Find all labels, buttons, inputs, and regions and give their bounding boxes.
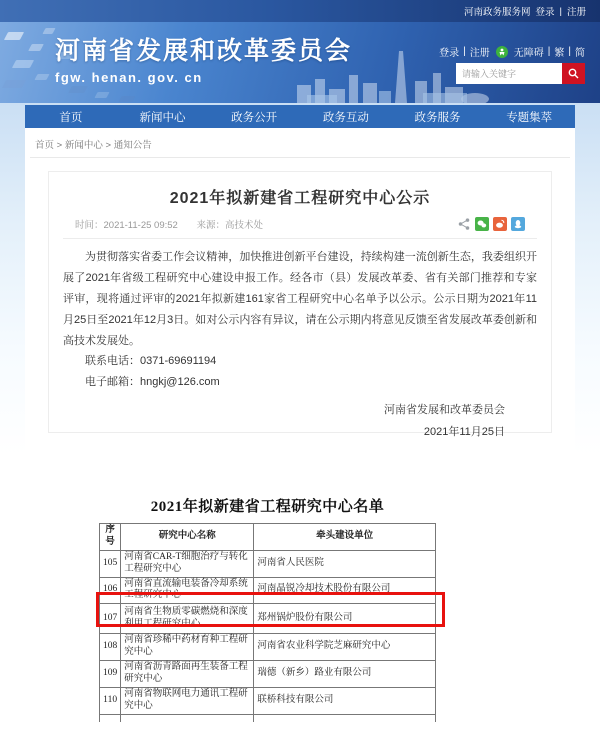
- cell-seq: 105: [100, 550, 121, 577]
- cell-unit: 河南晶锐冷却技术股份有限公司: [254, 577, 436, 604]
- breadcrumb-separator: >: [105, 140, 112, 151]
- qq-share-icon[interactable]: [511, 217, 525, 231]
- table-row-cutoff: [100, 714, 436, 722]
- cell-center: 河南省珍稀中药材育种工程研究中心: [121, 634, 254, 661]
- share-bar: [457, 217, 525, 231]
- mosaic-decoration: [12, 60, 34, 68]
- red-highlight-box: [96, 592, 445, 627]
- nav-item-gov-disclosure[interactable]: 政务公开: [231, 111, 278, 124]
- article-paragraph: 为贯彻落实省委工作会议精神，加快推进创新平台建设，持续构建一流创新生态，我委组织开展了2021年省级工程研究中心建设申报工作。经各市（县）发展改革委、省有关部门推荐和专家评审，现将通过评审的2021年拟新建161家省工程研究中心名单予以公示。公示日期为2021年11月25日至2021年12月3日。如对公示内容有异议，请在公示期内将意见反馈至省发展改革委创新和高技术发展处。: [63, 251, 537, 347]
- breadcrumb-separator: >: [56, 140, 63, 151]
- signature-date: 2021年11月25日: [423, 426, 505, 439]
- accessibility-icon[interactable]: [496, 46, 508, 58]
- site-title: 河南省发展和改革委员会: [55, 37, 353, 65]
- cell-seq: 110: [100, 687, 121, 714]
- nav-item-news[interactable]: 新闻中心: [139, 111, 186, 124]
- simplified-chinese-link[interactable]: 简: [575, 48, 585, 59]
- share-icon[interactable]: [457, 217, 471, 231]
- table-header-row: [100, 524, 436, 551]
- cell-center: 河南省沥青路面再生装备工程研究中心: [121, 661, 254, 688]
- gov-service-site-link[interactable]: 河南政务服务网: [463, 7, 531, 18]
- cell-unit: 河南省人民医院: [254, 550, 436, 577]
- top-login-link[interactable]: 登录: [535, 7, 555, 18]
- signature-org: 河南省发展和改革委员会: [384, 404, 505, 417]
- breadcrumb: [25, 128, 575, 157]
- banner-links: [439, 44, 585, 59]
- header-lead-unit: 牵头建设单位: [254, 524, 436, 551]
- nav-item-home[interactable]: 首页: [59, 111, 83, 124]
- main-nav: [25, 105, 575, 128]
- separator: |: [547, 46, 551, 57]
- weibo-share-icon[interactable]: [493, 217, 507, 231]
- publish-time: 时间：2021-11-25 09:52: [75, 220, 178, 231]
- traditional-chinese-link[interactable]: 繁: [554, 48, 565, 59]
- signature-block: [63, 399, 537, 443]
- separator: |: [559, 5, 562, 17]
- nav-item-gov-services[interactable]: 政务服务: [414, 111, 461, 124]
- site-banner: [0, 22, 600, 103]
- top-strip: [0, 0, 600, 22]
- table-row: [100, 661, 436, 688]
- table-title: 2021年拟新建省工程研究中心名单: [150, 499, 385, 515]
- page-background: [0, 103, 600, 455]
- contact-email: 电子邮箱：hngkj@126.com: [85, 376, 220, 389]
- header-center-name: 研究中心名称: [121, 524, 254, 551]
- search-icon: [568, 68, 579, 79]
- mosaic-decoration: [42, 28, 55, 34]
- login-link[interactable]: 登录: [439, 48, 460, 59]
- top-register-link[interactable]: 注册: [566, 7, 586, 18]
- header-seq: 序号: [100, 524, 121, 551]
- search-input[interactable]: [456, 63, 562, 84]
- search-box: [456, 63, 585, 84]
- register-link[interactable]: 注册: [469, 48, 490, 59]
- nav-item-special-topics[interactable]: 专题集萃: [506, 111, 553, 124]
- cell-center: 河南省生物质零碳燃烧和深度利用工程研究中心: [121, 604, 254, 634]
- accessibility-link[interactable]: 无障碍: [513, 48, 544, 59]
- mosaic-decoration: [34, 74, 49, 80]
- separator: |: [568, 46, 571, 57]
- cell-unit: 河南省农业科学院芝麻研究中心: [254, 634, 436, 661]
- content-panel: [25, 128, 575, 455]
- cell-seq: 106: [100, 577, 121, 604]
- mosaic-decoration: [68, 86, 88, 93]
- cell-unit: 瑞德（新乡）路业有限公司: [254, 661, 436, 688]
- mosaic-decoration: [28, 44, 44, 51]
- cell-seq: 108: [100, 634, 121, 661]
- article-meta: [63, 217, 537, 239]
- cell-seq: 109: [100, 661, 121, 688]
- table-row: [100, 687, 436, 714]
- contact-phone: 联系电话：0371-69691194: [85, 355, 217, 368]
- mosaic-decoration: [118, 96, 135, 102]
- breadcrumb-home[interactable]: 首页: [35, 140, 55, 151]
- attachment-table-image: [0, 455, 600, 730]
- article-title: 2021年拟新建省工程研究中心公示: [169, 190, 431, 207]
- article-body: [63, 247, 537, 393]
- divider: [30, 157, 570, 158]
- nav-item-gov-interaction[interactable]: 政务互动: [322, 111, 369, 124]
- mosaic-decoration: [2, 80, 26, 88]
- mosaic-decoration: [4, 32, 24, 40]
- site-domain: fgw. henan. gov. cn: [55, 70, 203, 85]
- wechat-share-icon[interactable]: [475, 217, 489, 231]
- cell-seq: 107: [100, 604, 121, 634]
- cell-center: 河南省CAR-T细胞治疗与转化工程研究中心: [121, 550, 254, 577]
- table-row: [100, 550, 436, 577]
- breadcrumb-notices[interactable]: 通知公告: [113, 140, 152, 151]
- cell-center: 河南省物联网电力通讯工程研究中心: [121, 687, 254, 714]
- separator: |: [463, 46, 466, 57]
- article-meta-text: [75, 217, 279, 231]
- article-card: [48, 171, 552, 439]
- site-brand: [55, 31, 352, 85]
- breadcrumb-news[interactable]: 新闻中心: [64, 140, 103, 151]
- table-row: [100, 634, 436, 661]
- cell-center: 河南省直流输电装备冷却系统工程研究中心: [121, 577, 254, 604]
- search-button[interactable]: [562, 63, 585, 84]
- cell-unit: 郑州锅炉股份有限公司: [254, 604, 436, 634]
- cell-unit: 联桥科技有限公司: [254, 687, 436, 714]
- article-source: 来源：高技术处: [196, 220, 263, 231]
- mosaic-decoration: [94, 92, 109, 98]
